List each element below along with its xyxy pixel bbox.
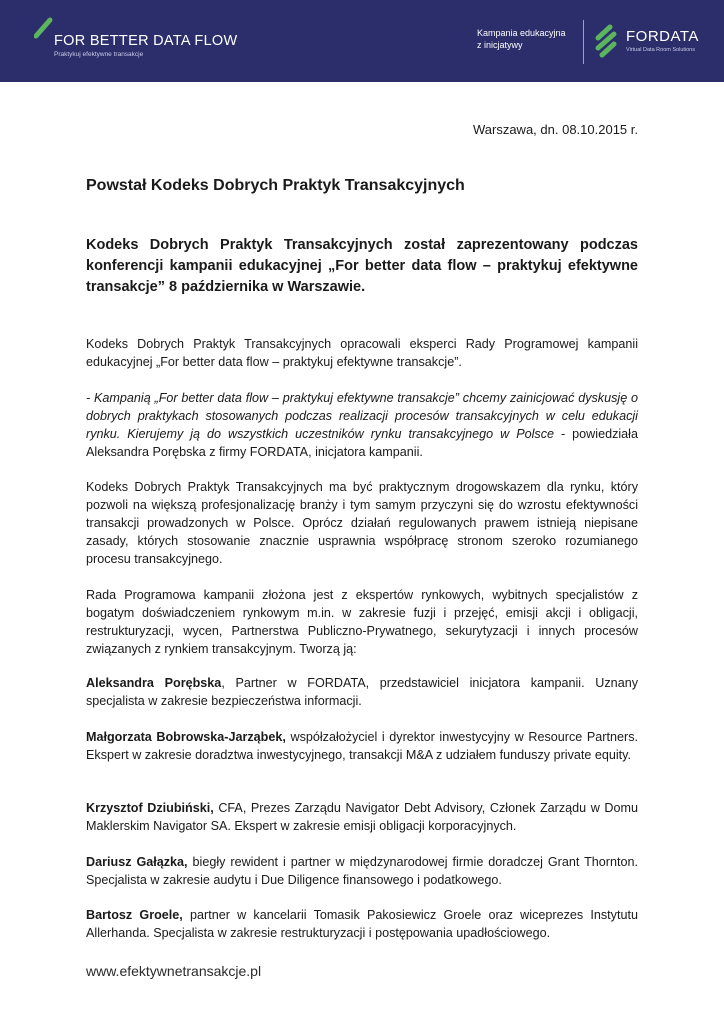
document-date: Warszawa, dn. 08.10.2015 r. — [472, 122, 638, 137]
header-banner — [0, 0, 724, 82]
member-description: , Partner w FORDATA, przedstawiciel inicjatora kampanii. Uznany specjalista w zakresie bezpieczeństwa informacji. — [86, 676, 638, 708]
member-name: Krzysztof Dziubiński, — [86, 801, 214, 815]
quote-text: - Kampanią „For better data flow – praktykuj efektywne transakcje” chcemy zainicjować dyskusję o dobrych praktykach stosowanych podczas realizacji procesów transakcyjnych w celu edukacji rynku. Kierujemy ją do wszystkich uczestników rynku transakcyjnego w Polsce — [86, 391, 638, 441]
fordata-brand-subtitle: Virtual Data Room Solutions — [626, 47, 695, 53]
member-name: Dariusz Gałązka, — [86, 855, 188, 869]
fordata-logo-icon — [594, 24, 620, 58]
paragraph-1: Kodeks Dobrych Praktyk Transakcyjnych opracowali eksperci Rady Programowej kampanii edukacyjnej „For better data flow – praktykuj efektywne transakcje”. — [86, 337, 638, 369]
header-title: FOR BETTER DATA FLOW — [54, 33, 238, 49]
member-entry — [86, 853, 638, 889]
document-title: Powstał Kodeks Dobrych Praktyk Transakcyjnych — [86, 177, 465, 194]
member-description: CFA, Prezes Zarządu Navigator Debt Advisory, Członek Zarządu w Domu Maklerskim Navigator SA. Ekspert w zakresie emisji obligacji korporacyjnych. — [86, 801, 639, 833]
fordata-brand: FORDATA — [626, 28, 699, 45]
green-stroke-icon — [34, 16, 54, 40]
member-description: partner w kancelarii Tomasik Pakosiewicz Groele oraz wiceprezes Instytutu Allerhanda. Specjalista w zakresie restrukturyzacji i postępowania upadłościowego. — [86, 908, 638, 940]
member-entry — [86, 728, 638, 764]
member-entry — [86, 906, 638, 942]
member-description: współzałożyciel i dyrektor inwestycyjny w Resource Partners. Ekspert w zakresie doradztwa inwestycyjnego, transakcji M&A z udziałem funduszy private equity. — [86, 730, 638, 762]
member-name: Małgorzata Bobrowska-Jarząbek, — [86, 730, 286, 744]
member-name: Bartosz Groele, — [86, 908, 183, 922]
paragraph-3: Kodeks Dobrych Praktyk Transakcyjnych ma być praktycznym drogowskazem dla rynku, który pozwoli na większą profesjonalizację branży i tym samym przyczyni się do wzrostu efektywności transakcji prowadzonych w Polsce. Oprócz działań regulowanych prawem istnieją niepisane zasady, których stosowanie znacznie usprawnia współpracę stronom szeroko rozumianego procesu transakcyjnego. — [86, 480, 638, 566]
footer-url[interactable]: www.efektywnetransakcje.pl — [86, 963, 262, 979]
lead-paragraph: Kodeks Dobrych Praktyk Transakcyjnych został zaprezentowany podczas konferencji kampanii edukacyjnej „For better data flow – praktykuj efektywne transakcje” 8 października w Warszawie. — [86, 237, 638, 295]
paragraph-2-quote — [86, 389, 638, 461]
member-name: Aleksandra Porębska — [86, 676, 222, 690]
quote-attribution: - powiedziała Aleksandra Porębska z firmy FORDATA, inicjatora kampanii. — [86, 427, 638, 459]
member-entry — [86, 674, 638, 710]
member-entry — [86, 799, 638, 835]
header-subtitle: Praktykuj efektywne transakcje — [54, 51, 144, 58]
member-description: biegły rewident i partner w międzynarodowej firmie doradczej Grant Thornton. Specjalista w zakresie audytu i Due Diligence finansowego i podatkowego. — [86, 855, 638, 887]
header-divider — [583, 20, 584, 64]
campaign-label: Kampania edukacyjna z inicjatywy — [477, 28, 566, 50]
paragraph-4: Rada Programowa kampanii złożona jest z ekspertów rynkowych, wybitnych specjalistów z bogatym doświadczeniem rynkowym m.in. w zakresie fuzji i przejęć, emisji akcji i obligacji, restrukturyzacji, wycen, Partnerstwa Publiczno-Prywatnego, sekurytyzacji i innych procesów związanych z rynkiem transakcyjnym. Tworzą ją: — [86, 588, 638, 656]
